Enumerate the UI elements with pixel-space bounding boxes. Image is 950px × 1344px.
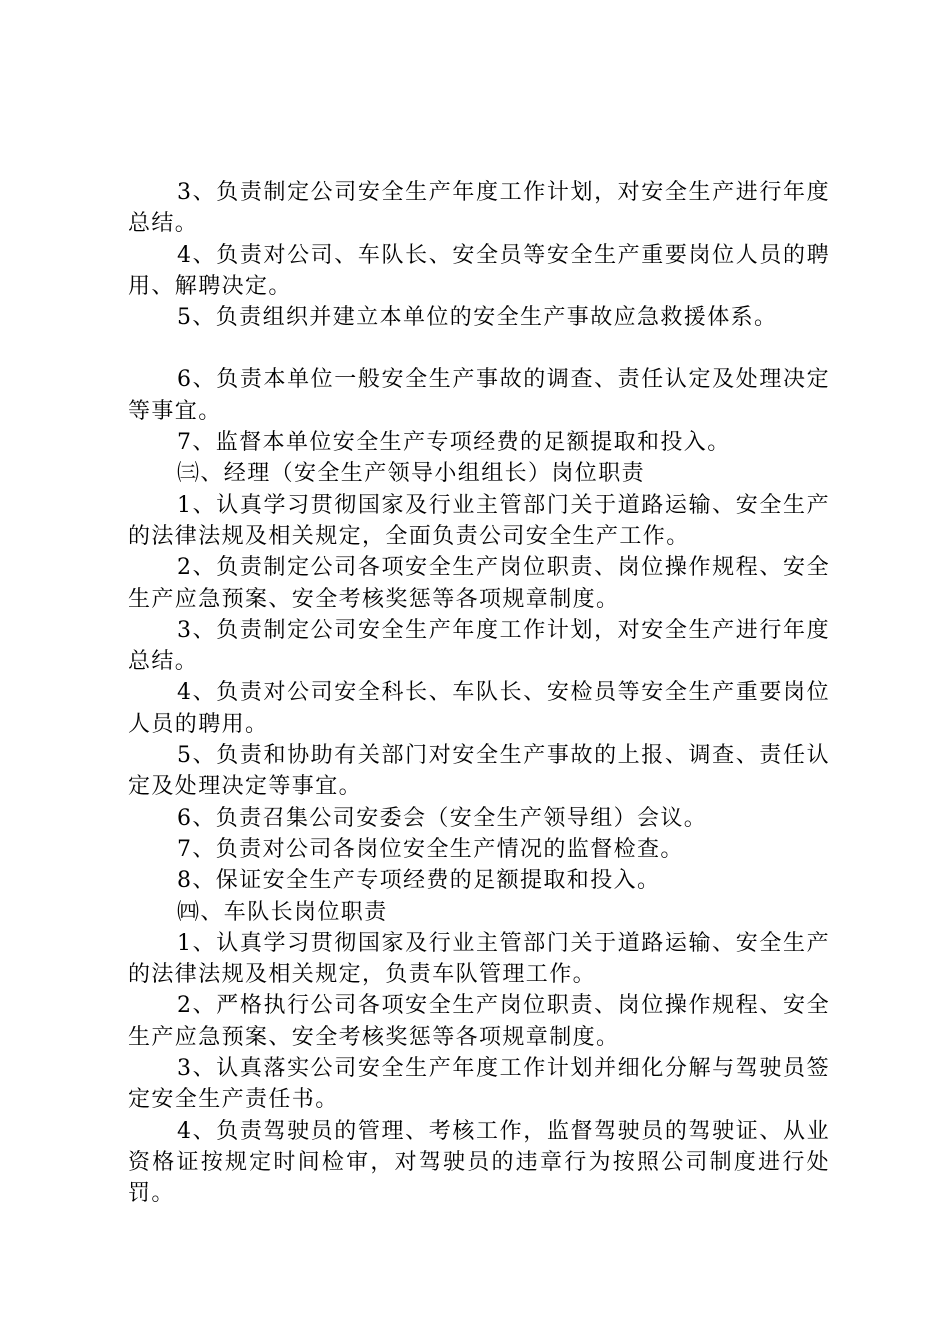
paragraph-14: 1、认真学习贯彻国家及行业主管部门关于道路运输、安全生产的法律法规及相关规定，负责车队管理工作。 (128, 930, 830, 988)
paragraph-17: 4、负责驾驶员的管理、考核工作，监督驾驶员的驾驶证、从业资格证按规定时间检审，对驾驶员的违章行为按照公司制度进行处罚。 (128, 1118, 830, 1207)
paragraph-10: 5、负责和协助有关部门对安全生产事故的上报、调查、责任认定及处理决定等事宜。 (128, 743, 830, 800)
section-heading-manager: ㈢、经理（安全生产领导小组组长）岗位职责 (177, 461, 646, 487)
paragraph-16: 3、认真落实公司安全生产年度工作计划并细化分解与驾驶员签定安全生产责任书。 (128, 1056, 830, 1113)
paragraph-6: 1、认真学习贯彻国家及行业主管部门关于道路运输、安全生产的法律法规及相关规定，全面负责公司安全生产工作。 (128, 492, 830, 549)
paragraph-3: 5、负责组织并建立本单位的安全生产事故应急救援体系。 (177, 305, 778, 331)
paragraph-13: 8、保证安全生产专项经费的足额提取和投入。 (177, 868, 661, 894)
paragraph-5: 7、监督本单位安全生产专项经费的足额提取和投入。 (177, 430, 731, 456)
paragraph-2: 4、负责对公司、车队长、安全员等安全生产重要岗位人员的聘用、解聘决定。 (128, 242, 830, 299)
section-heading-fleet-captain: ㈣、车队长岗位职责 (177, 899, 388, 925)
paragraph-7: 2、负责制定公司各项安全生产岗位职责、岗位操作规程、安全生产应急预案、安全考核奖惩等各项规章制度。 (128, 555, 830, 612)
paragraph-4: 6、负责本单位一般安全生产事故的调查、责任认定及处理决定等事宜。 (128, 367, 830, 424)
paragraph-11: 6、负责召集公司安委会（安全生产领导组）会议。 (177, 805, 708, 831)
paragraph-8: 3、负责制定公司安全生产年度工作计划，对安全生产进行年度总结。 (128, 617, 830, 675)
document-body (128, 177, 830, 1210)
paragraph-9: 4、负责对公司安全科长、车队长、安检员等安全生产重要岗位人员的聘用。 (128, 680, 830, 737)
paragraph-1: 3、负责制定公司安全生产年度工作计划，对安全生产进行年度总结。 (128, 180, 830, 237)
paragraph-15: 2、严格执行公司各项安全生产岗位职责、岗位操作规程、安全生产应急预案、安全考核奖惩等各项规章制度。 (128, 993, 830, 1050)
paragraph-12: 7、负责对公司各岗位安全生产情况的监督检查。 (177, 836, 684, 862)
